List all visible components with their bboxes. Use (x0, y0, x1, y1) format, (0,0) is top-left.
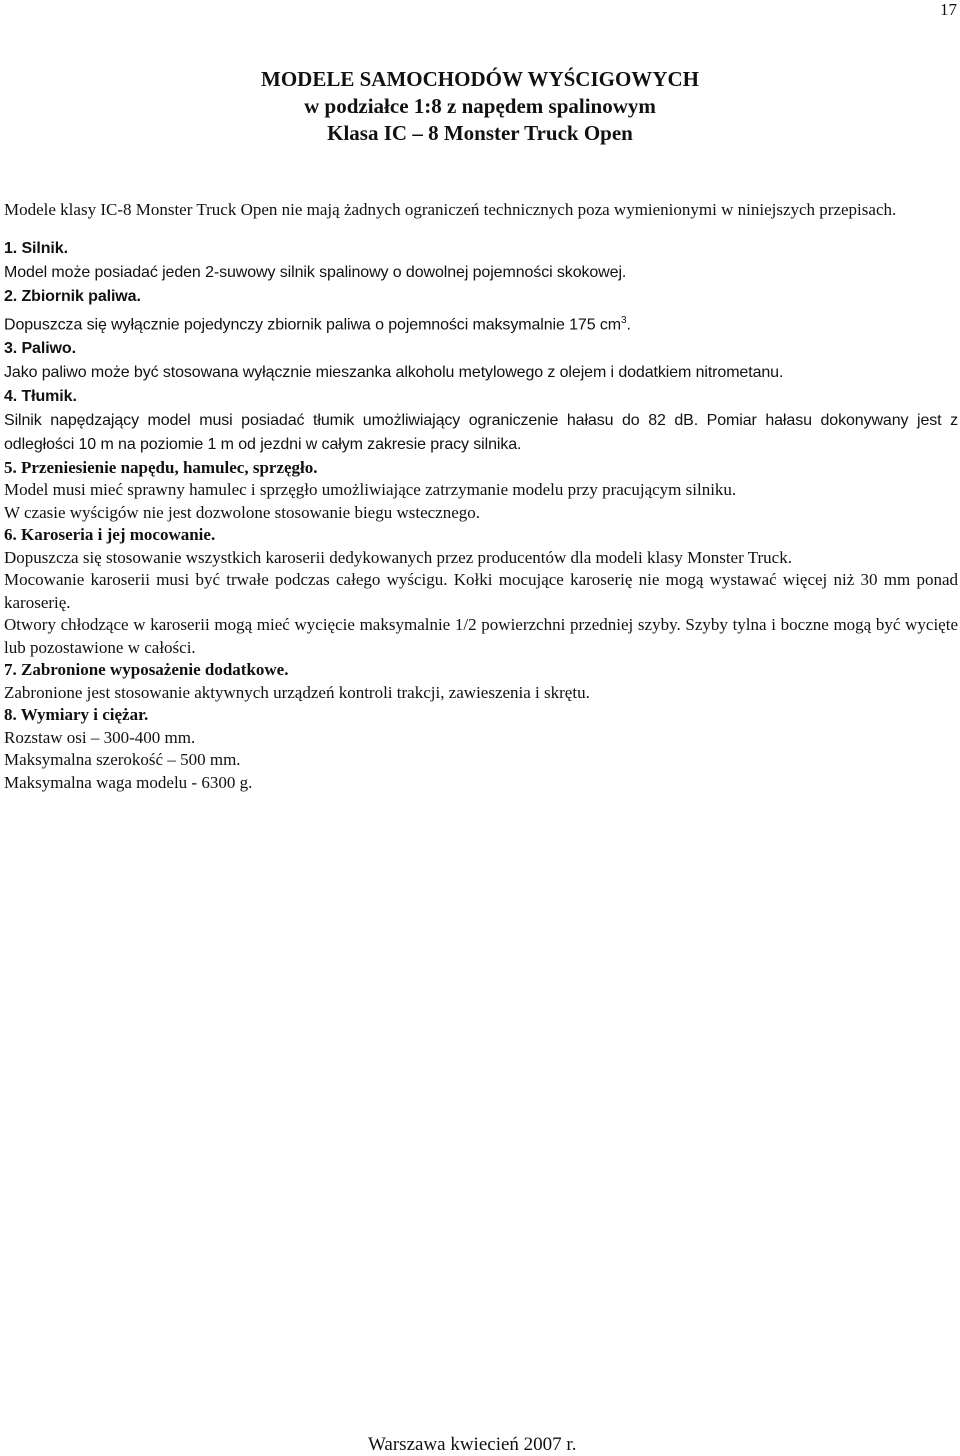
section-fuel (4, 337, 958, 385)
page-number: 17 (940, 0, 957, 19)
section-text: Silnik napędzający model musi posiadać tłumik umożliwiający ograniczenie hałasu do 82 dB. Pomiar hałasu dokonywany jest z odległości 10 m na poziomie 1 m od jezdni w całym zakresie pracy silnika. (4, 411, 958, 453)
section-text: Maksymalna waga modelu - 6300 g. (4, 772, 253, 792)
intro-paragraph: Modele klasy IC-8 Monster Truck Open nie mają żadnych ograniczeń technicznych poza wymienionymi w niniejszych przepisach. (4, 200, 897, 219)
section-heading: 5. Przeniesienie napędu, hamulec, sprzęgło. (4, 457, 318, 477)
section-text: Otwory chłodzące w karoserii mogą mieć wycięcie maksymalnie 1/2 powierzchni przedniej szyby. Szyby tylna i boczne mogą być wycięte lub pozostawione w całości. (4, 615, 958, 657)
section-heading: 7. Zabronione wyposażenie dodatkowe. (4, 660, 289, 680)
unit-superscript: 3 (620, 314, 627, 326)
title-line-3: Klasa IC – 8 Monster Truck Open (327, 121, 633, 145)
title-line-1: MODELE SAMOCHODÓW WYŚCIGOWYCH (261, 67, 699, 91)
section-text-end: . (626, 315, 631, 333)
section-text: Model może posiadać jeden 2-suwowy silnik spalinowy o dowolnej pojemności skokowej. (4, 263, 627, 281)
section-heading: 2. Zbiornik paliwa. (4, 287, 141, 305)
title-line-2: w podziałce 1:8 z napędem spalinowym (304, 94, 656, 118)
section-text (4, 309, 958, 337)
section-text: Zabronione jest stosowanie aktywnych urządzeń kontroli trakcji, zawieszenia i skrętu. (4, 682, 590, 702)
footer-place-date: Warszawa kwiecień 2007 r. (368, 1434, 577, 1455)
section-drivetrain (4, 457, 958, 525)
section-text: Mocowanie karoserii musi być trwałe podczas całego wyścigu. Kołki mocujące karoserię nie mogą wystawać więcej niż 30 mm ponad karoserię. (4, 570, 958, 612)
section-text: Maksymalna szerokość – 500 mm. (4, 750, 241, 770)
section-text: W czasie wyścigów nie jest dozwolone stosowanie biegu wstecznego. (4, 502, 481, 522)
section-text-main: Dopuszcza się wyłącznie pojedynczy zbiornik paliwa o pojemności maksymalnie 175 cm (4, 315, 621, 333)
section-forbidden-equipment (4, 659, 958, 704)
section-fuel-tank (4, 285, 958, 337)
section-body (4, 524, 958, 659)
section-text: Dopuszcza się stosowanie wszystkich karoserii dedykowanych przez producentów dla modeli klasy Monster Truck. (4, 547, 792, 567)
section-dimensions (4, 704, 958, 794)
section-engine (4, 237, 958, 285)
section-heading: 4. Tłumik. (4, 387, 77, 405)
section-heading: 1. Silnik. (4, 239, 68, 257)
section-text: Jako paliwo może być stosowana wyłącznie mieszanka alkoholu metylowego z olejem i dodatkiem nitrometanu. (4, 363, 784, 381)
document-body (4, 199, 958, 794)
section-heading: 8. Wymiary i ciężar. (4, 705, 149, 725)
section-heading: 6. Karoseria i jej mocowanie. (4, 525, 216, 545)
section-text: Model musi mieć sprawny hamulec i sprzęgło umożliwiające zatrzymanie modelu przy pracującym silniku. (4, 480, 737, 500)
section-heading: 3. Paliwo. (4, 339, 76, 357)
document-title (0, 66, 960, 147)
section-text: Rozstaw osi – 300-400 mm. (4, 727, 196, 747)
section-muffler (4, 385, 958, 457)
